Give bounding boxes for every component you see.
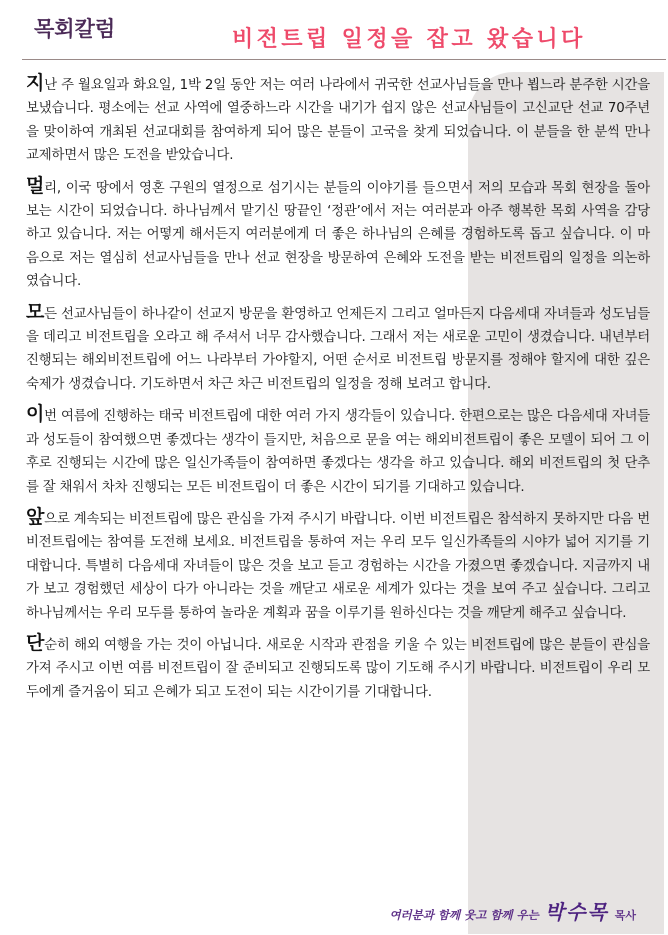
paragraph-6	[26, 631, 650, 704]
paragraph-text: 순히 해외 여행을 가는 것이 아닙니다. 새로운 시작과 관점을 키울 수 있는 비전트립에 많은 분들이 관심을 가져 주시고 이번 여름 비전트립이 잘 준비되고 진행되도록 많이 기도해 주시기 바랍니다. 비전트립이 우리 모두에게 즐거움이 되고 은혜가 되고 도전이 되는 시간이기를 기대합니다.	[26, 637, 650, 700]
lead-character: 단	[26, 631, 45, 654]
paragraph-text: 번 여름에 진행하는 태국 비전트립에 대한 여러 가지 생각들이 있습니다. 한편으로는 많은 다음세대 자녀들과 성도들이 참여했으면 좋겠다는 생각이 들지만, 처음으로 문을 여는 해외비전트립이 좋은 모델이 되어 그 이후로 진행되는 시간에 많은 일신가족들이 참여하면 좋겠다는 생각을 하고 있습니다. 해외 비전트립의 첫 단추를 잘 채워서 차차 진행되는 모든 비전트립이 더 좋은 시간이 되기를 기대하고 있습니다.	[26, 409, 650, 495]
paragraph-text: 난 주 월요일과 화요일, 1박 2일 동안 저는 여러 나라에서 귀국한 선교사님들을 만나 뵙느라 분주한 시간을 보냈습니다. 평소에는 선교 사역에 열중하느라 시간을 내기가 쉽지 않은 선교사님들이 고신교단 선교 70주년을 맞이하여 개최된 선교대회를 참여하게 되어 많은 분들이 고국을 찾게 되었습니다. 이 분들을 한 분씩 만나 교제하면서 많은 도전을 받았습니다.	[26, 78, 650, 164]
paragraph-4	[26, 405, 650, 499]
paragraph-2	[26, 174, 650, 294]
page-title: 비전트립 일정을 잡고 왔습니다	[232, 27, 586, 52]
lead-character: 모	[26, 300, 45, 323]
article-body	[26, 74, 650, 704]
paragraph-3	[26, 300, 650, 397]
column-label: 목회칼럼	[34, 17, 116, 41]
paragraph-text: 으로 계속되는 비전트립에 많은 관심을 가져 주시기 바랍니다. 이번 비전트립은 참석하지 못하지만 다음 번 비전트립에는 참여를 도전해 보세요. 비전트립을 통하여 저는 우리 모두 일신가족들의 시야가 넓어 지기를 기대합니다. 특별히 다음세대 자녀들이 많은 것을 보고 듣고 경험하는 시간을 가졌으면 좋겠습니다. 지금까지 내가 보고 경험했던 세상이 다가 아니라는 것을 깨닫고 새로운 세계가 있다는 것을 보여 주고 싶습니다. 그리고 하나님께서는 우리 모두를 통하여 놀라운 계획과 꿈을 이루기를 원하신다는 것을 깨닫게 해주고 싶습니다.	[26, 511, 650, 621]
signature-phrase: 여러분과 함께 웃고 함께 우는	[389, 908, 539, 922]
author-name: 박수목	[544, 900, 609, 924]
author-title: 목사	[614, 909, 636, 922]
paragraph-text: 든 선교사님들이 하나같이 선교지 방문을 환영하고 언제든지 그리고 얼마든지 다음세대 자녀들과 성도님들을 데리고 비전트립을 오라고 해 주셔서 너무 감사했습니다. 그래서 저는 새로운 고민이 생겼습니다. 내년부터 진행되는 해외비전트립에 어느 나라부터 가야할지, 어떤 순서로 비전트립 방문지를 정해야 할지에 대한 깊은 숙제가 생겼습니다. 기도하면서 차근 차근 비전트립의 일정을 정해 보려고 합니다.	[26, 306, 650, 392]
paragraph-5	[26, 505, 650, 625]
lead-character: 지	[26, 72, 45, 94]
lead-character: 이	[26, 403, 45, 426]
paragraph-1	[26, 74, 650, 168]
lead-character: 앞	[26, 505, 45, 528]
lead-character: 멀	[26, 174, 45, 197]
paragraph-text: 리, 이국 땅에서 영혼 구원의 열정으로 섬기시는 분들의 이야기를 들으면서 저의 모습과 목회 현장을 돌아 보는 시간이 되었습니다. 하나님께서 맡기신 땅끝인 ‘정관’에서 저는 여러분과 아주 행복한 목회 사역을 감당하고 있습니다. 저는 어떻게 해서든지 여러분에게 더 좋은 하나님의 은혜를 경험하도록 돕고 싶습니다. 이 마음으로 저는 열심히 선교사님들을 만나 선교 현장을 방문하여 은혜와 도전을 받는 비전트립의 일정을 의논하였습니다.	[26, 180, 650, 290]
column-header	[0, 0, 668, 60]
header-divider	[22, 59, 666, 60]
author-signature	[389, 896, 636, 925]
